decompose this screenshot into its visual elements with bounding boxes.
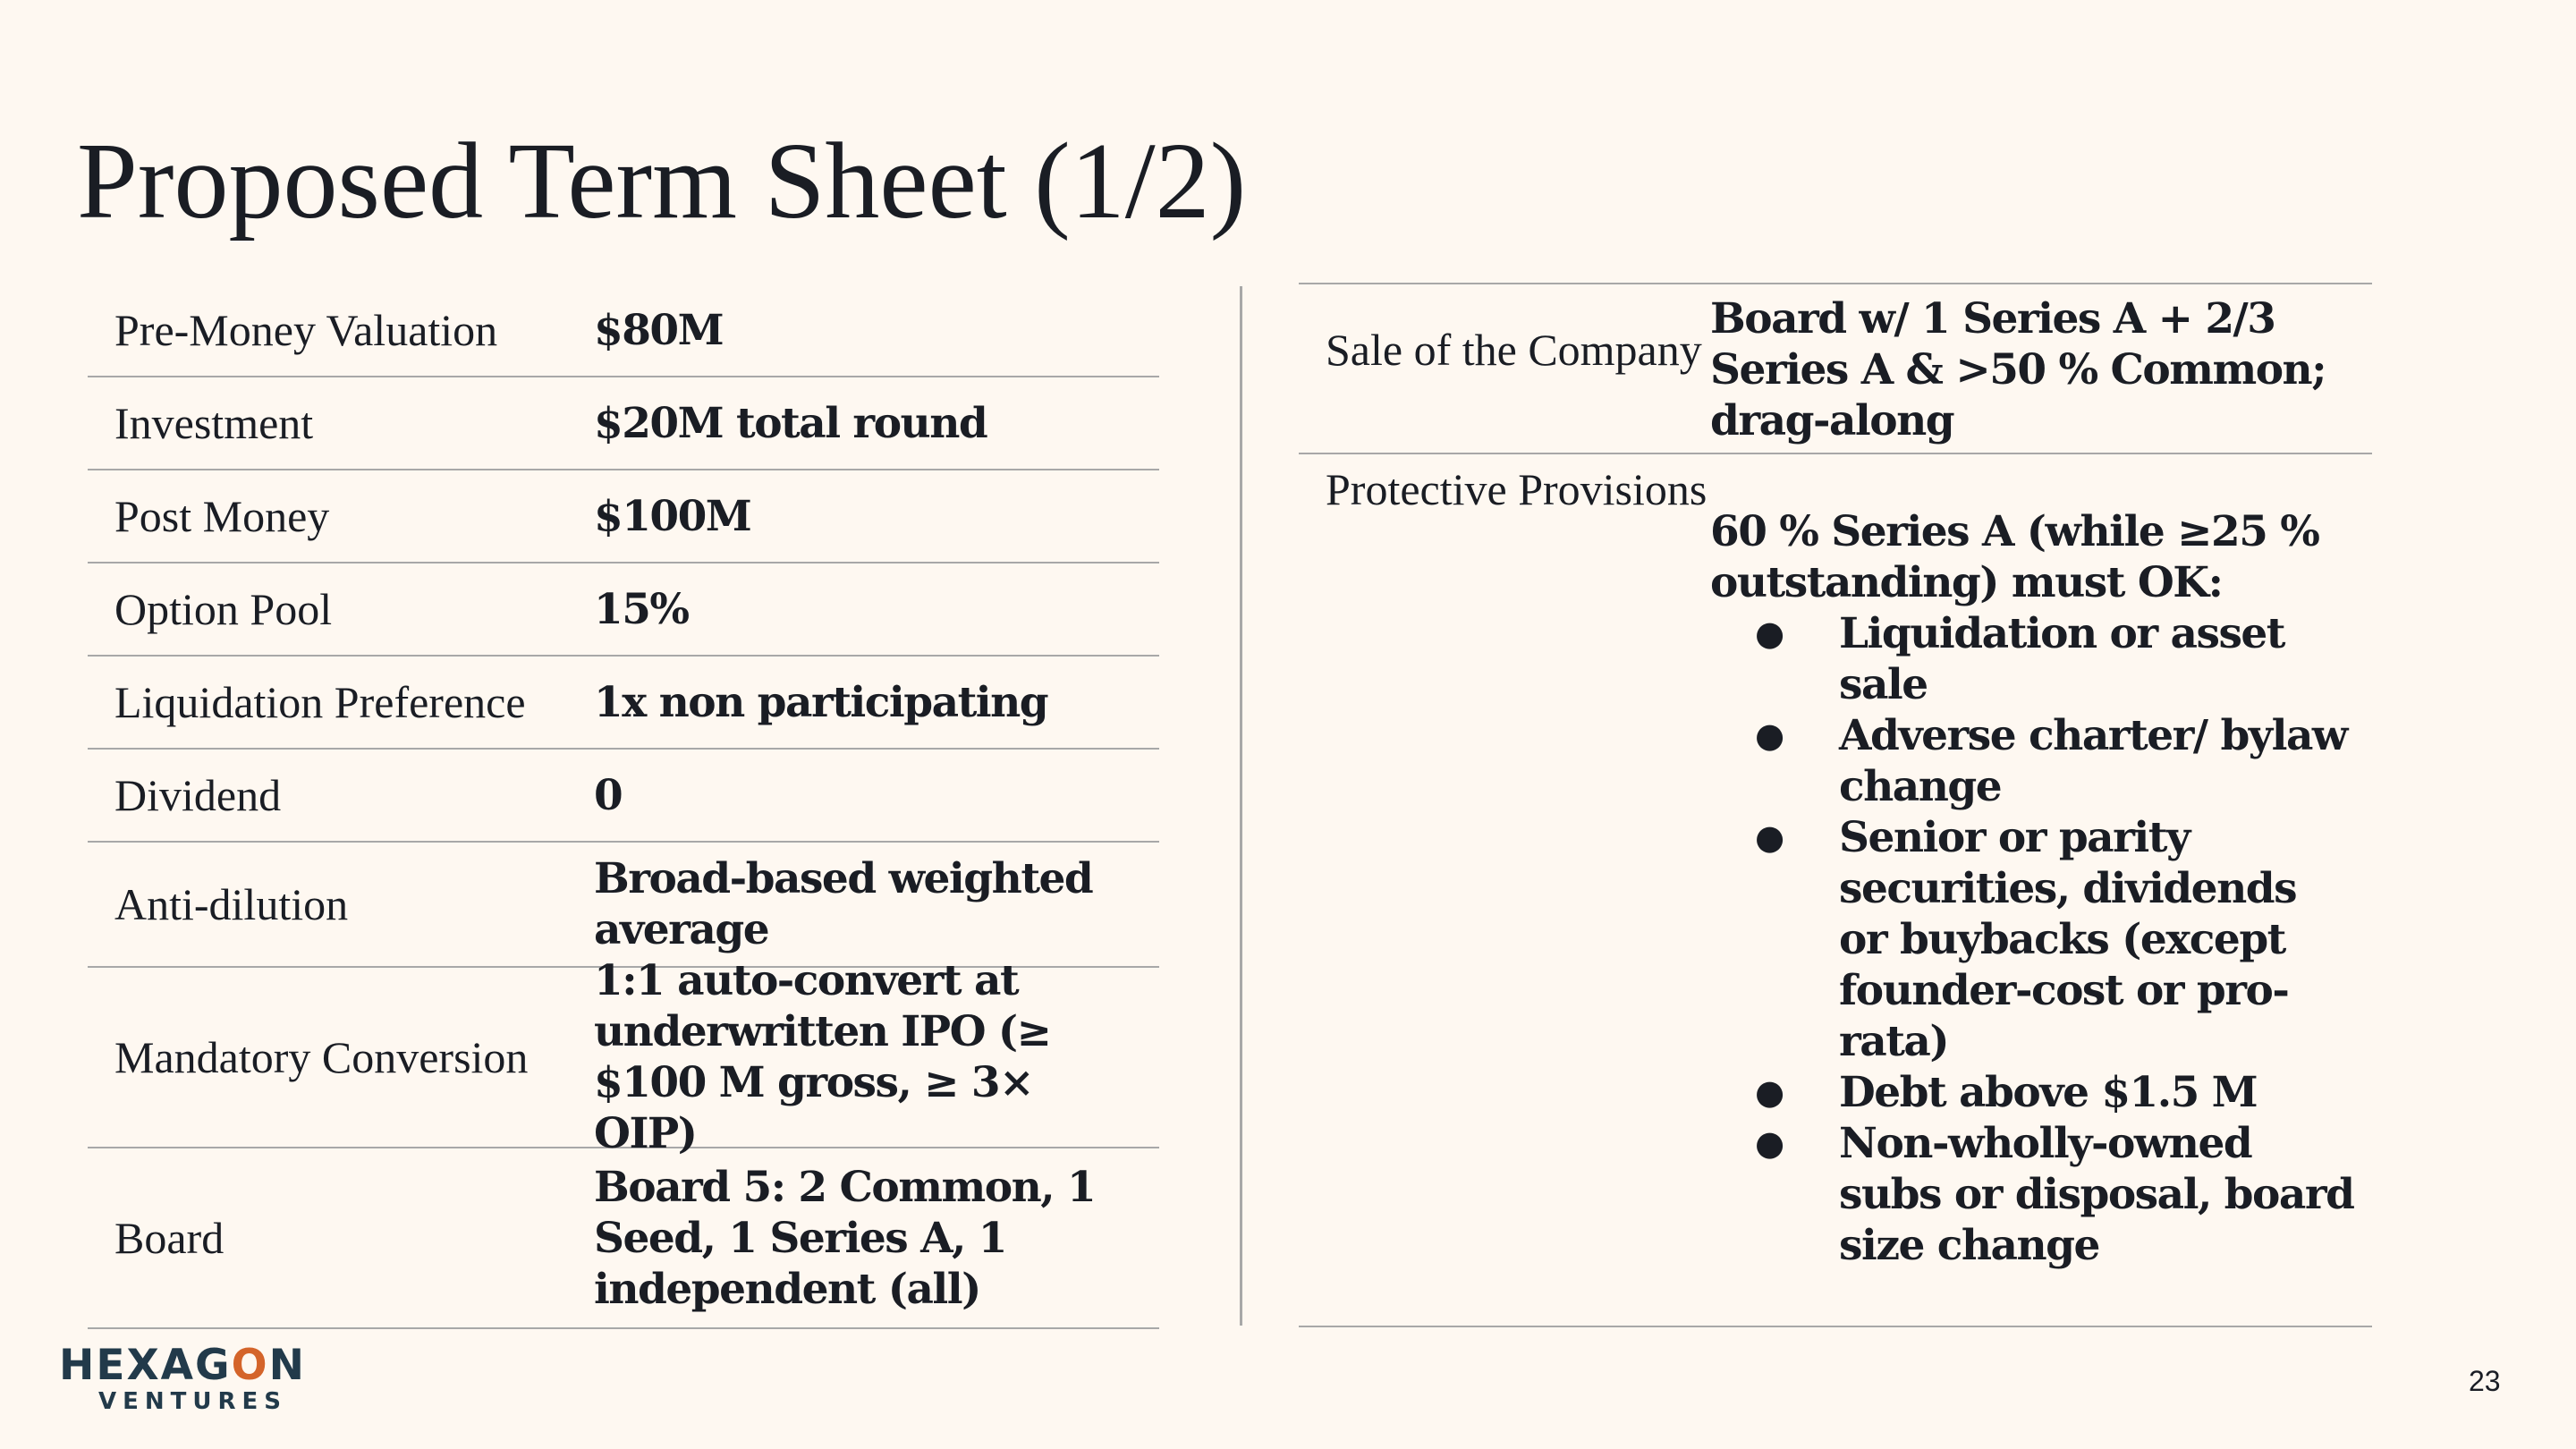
term-value: Board 5: 2 Common, 1 Seed, 1 Series A, 1 independent (all) [594, 1162, 1096, 1314]
table-row [88, 470, 1159, 564]
list-item [1710, 812, 2354, 1067]
logo-o-accent: O [231, 1341, 269, 1390]
table-row [1299, 454, 2372, 1327]
table-row [88, 956, 1159, 1158]
term-value: Broad-based weighted average [594, 854, 1093, 954]
page-title: Proposed Term Sheet (1/2) [77, 121, 1247, 242]
column-divider [1240, 286, 1242, 1326]
list-item [1710, 1067, 2354, 1118]
logo-subtitle: VENTURES [98, 1388, 287, 1415]
term-label: Sale of the Company [1326, 325, 1702, 375]
provision-text: Adverse charter/ bylaw change [1839, 711, 2347, 811]
term-value [1710, 463, 2372, 1271]
logo-wordmark [59, 1341, 306, 1390]
term-label: Dividend [114, 770, 282, 820]
list-item [1710, 710, 2354, 812]
term-label: Anti-dilution [114, 879, 349, 929]
term-value: 15% [594, 584, 689, 634]
table-row [88, 564, 1159, 657]
term-label: Pre-Money Valuation [114, 305, 498, 355]
table-row [88, 657, 1159, 750]
bullet-icon: ● [1755, 614, 1784, 653]
term-label: Board [114, 1213, 225, 1263]
bullet-icon: ● [1755, 716, 1784, 755]
term-label: Option Pool [114, 584, 333, 634]
bullet-icon: ● [1755, 1072, 1784, 1112]
hexagon-ventures-logo [59, 1341, 306, 1415]
term-value: $20M total round [594, 398, 987, 448]
page-number: 23 [2469, 1365, 2501, 1397]
table-row [88, 284, 1159, 377]
list-item [1710, 1118, 2354, 1271]
table-row [88, 750, 1159, 843]
provision-text: Debt above $1.5 M [1839, 1068, 2258, 1117]
table-row [88, 843, 1159, 968]
term-value: 1:1 auto-convert at underwritten IPO (≥ $100 M gross, ≥ 3× OIP) [594, 956, 1051, 1158]
provision-text: Non-wholly-owned subs or disposal, board size change [1839, 1119, 2354, 1270]
table-row [88, 377, 1159, 470]
provision-text: Liquidation or asset sale [1839, 609, 2285, 709]
term-label: Post Money [114, 491, 330, 541]
table-row [88, 1148, 1159, 1329]
bullet-icon: ● [1755, 818, 1784, 857]
term-label: Protective Provisions [1326, 464, 1707, 514]
term-label: Investment [114, 398, 314, 448]
list-item [1710, 608, 2354, 710]
bullet-icon: ● [1755, 1123, 1784, 1163]
term-label: Mandatory Conversion [114, 1032, 529, 1082]
term-label: Liquidation Preference [114, 677, 526, 727]
provision-intro: 60 % Series A (while ≥25 % outstanding) must OK: [1710, 507, 2319, 607]
logo-text: N [268, 1341, 306, 1390]
provision-list [1710, 608, 2354, 1271]
table-row [1299, 284, 2372, 454]
term-value: Board w/ 1 Series A + 2/3 Series A & >50 % Common; drag-along [1710, 294, 2326, 445]
term-value: 1x non participating [594, 677, 1048, 727]
term-value: $100M [594, 491, 751, 541]
terms-table-left [88, 284, 1159, 1329]
term-value: 0 [594, 770, 623, 820]
logo-text: HEXAG [59, 1341, 232, 1390]
term-value: $80M [594, 305, 724, 355]
terms-table-right [1299, 283, 2372, 1327]
provision-text: Senior or parity securities, dividends or buybacks (except founder-cost or pro-rata) [1839, 813, 2297, 1066]
